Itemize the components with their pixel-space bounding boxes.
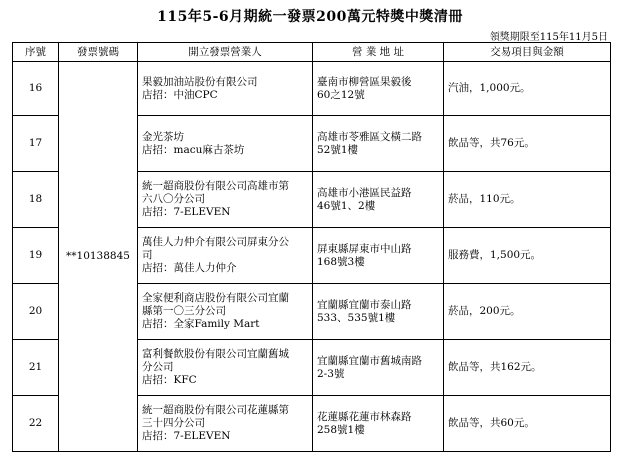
merchant-line: 全家便利商店股份有限公司宜蘭 (142, 292, 289, 304)
row-item: 菸品，200元。 (444, 284, 611, 340)
merchant-line: 店招：全家Family Mart (142, 318, 260, 330)
row-item: 服務費，1,500元。 (444, 228, 611, 284)
invoice-number: **10138845 (59, 62, 138, 452)
merchant-line: 店招：中油CPC (142, 88, 218, 101)
row-address (313, 228, 444, 284)
row-merchant (138, 228, 313, 284)
table-header-row (13, 43, 611, 62)
row-merchant (138, 62, 313, 116)
row-seq: 20 (13, 284, 59, 340)
address-line: 宜蘭縣宜蘭市舊城南路 (317, 354, 422, 367)
row-merchant (138, 340, 313, 396)
row-seq: 21 (13, 340, 59, 396)
merchant-line: 金光茶坊 (142, 130, 184, 143)
address-line: 2-3號 (317, 367, 345, 380)
merchant-line: 分公司 (142, 361, 174, 373)
header-invoice: 發票號碼 (59, 43, 138, 62)
row-address (313, 116, 444, 172)
row-address (313, 340, 444, 396)
merchant-line: 統一超商股份有限公司高雄市第 (142, 180, 289, 192)
merchant-line: 六八〇分公司 (142, 193, 205, 205)
row-item: 汽油，1,000元。 (444, 62, 611, 116)
merchant-line: 司 (142, 249, 153, 261)
header-address: 營 業 地 址 (313, 43, 444, 62)
row-merchant (138, 172, 313, 228)
merchant-line: 萬佳人力仲介有限公司屏東分公 (142, 236, 289, 248)
row-address (313, 62, 444, 116)
address-line: 258號1樓 (317, 423, 365, 436)
table-row (13, 62, 611, 116)
address-line: 花蓮縣花蓮市林森路 (317, 410, 412, 423)
row-item: 菸品，110元。 (444, 172, 611, 228)
row-merchant (138, 284, 313, 340)
header-seq: 序號 (13, 43, 59, 62)
row-address (313, 396, 444, 452)
address-line: 52號1樓 (317, 143, 359, 156)
row-item: 飲品等，共76元。 (444, 116, 611, 172)
row-address (313, 284, 444, 340)
claim-deadline: 領獎期限至115年11月5日 (489, 32, 608, 43)
row-seq: 22 (13, 396, 59, 452)
header-item: 交易項目與金額 (444, 43, 611, 62)
address-line: 宜蘭縣宜蘭市泰山路 (317, 298, 412, 311)
address-line: 臺南市柳營區果毅後 (317, 75, 412, 88)
row-merchant (138, 116, 313, 172)
merchant-line: 店招：7-ELEVEN (142, 430, 231, 442)
merchant-line: 店招：KFC (142, 374, 197, 386)
table-body (13, 62, 611, 452)
address-line: 高雄市苓雅區文橫二路 (317, 130, 422, 143)
merchant-line: 富利餐飲股份有限公司宜蘭舊城 (142, 348, 289, 360)
row-item: 飲品等，共162元。 (444, 340, 611, 396)
row-address (313, 172, 444, 228)
row-seq: 17 (13, 116, 59, 172)
merchant-line: 縣第一〇三分公司 (142, 305, 226, 317)
row-seq: 19 (13, 228, 59, 284)
row-seq: 16 (13, 62, 59, 116)
document-title: 115年5-6月期統一發票200萬元特獎中獎清冊 (157, 9, 463, 25)
merchant-line: 三十四分公司 (142, 417, 205, 429)
address-line: 高雄市小港區民益路 (317, 186, 412, 199)
row-merchant (138, 396, 313, 452)
merchant-line: 店招：萬佳人力仲介 (142, 262, 237, 274)
address-line: 60之12號 (317, 88, 365, 101)
merchant-line: 店招：macu麻古茶坊 (142, 143, 245, 156)
address-line: 屏東縣屏東市中山路 (317, 242, 412, 255)
address-line: 533、535號1樓 (317, 311, 396, 324)
address-line: 168號3樓 (317, 255, 365, 268)
winners-table (12, 42, 611, 452)
merchant-line: 店招：7-ELEVEN (142, 206, 231, 218)
header-merchant: 開立發票營業人 (138, 43, 313, 62)
row-seq: 18 (13, 172, 59, 228)
merchant-line: 果毅加油站股份有限公司 (142, 75, 258, 88)
address-line: 46號1、2樓 (317, 199, 376, 212)
merchant-line: 統一超商股份有限公司花蓮縣第 (142, 404, 289, 416)
row-item: 飲品等，共60元。 (444, 396, 611, 452)
